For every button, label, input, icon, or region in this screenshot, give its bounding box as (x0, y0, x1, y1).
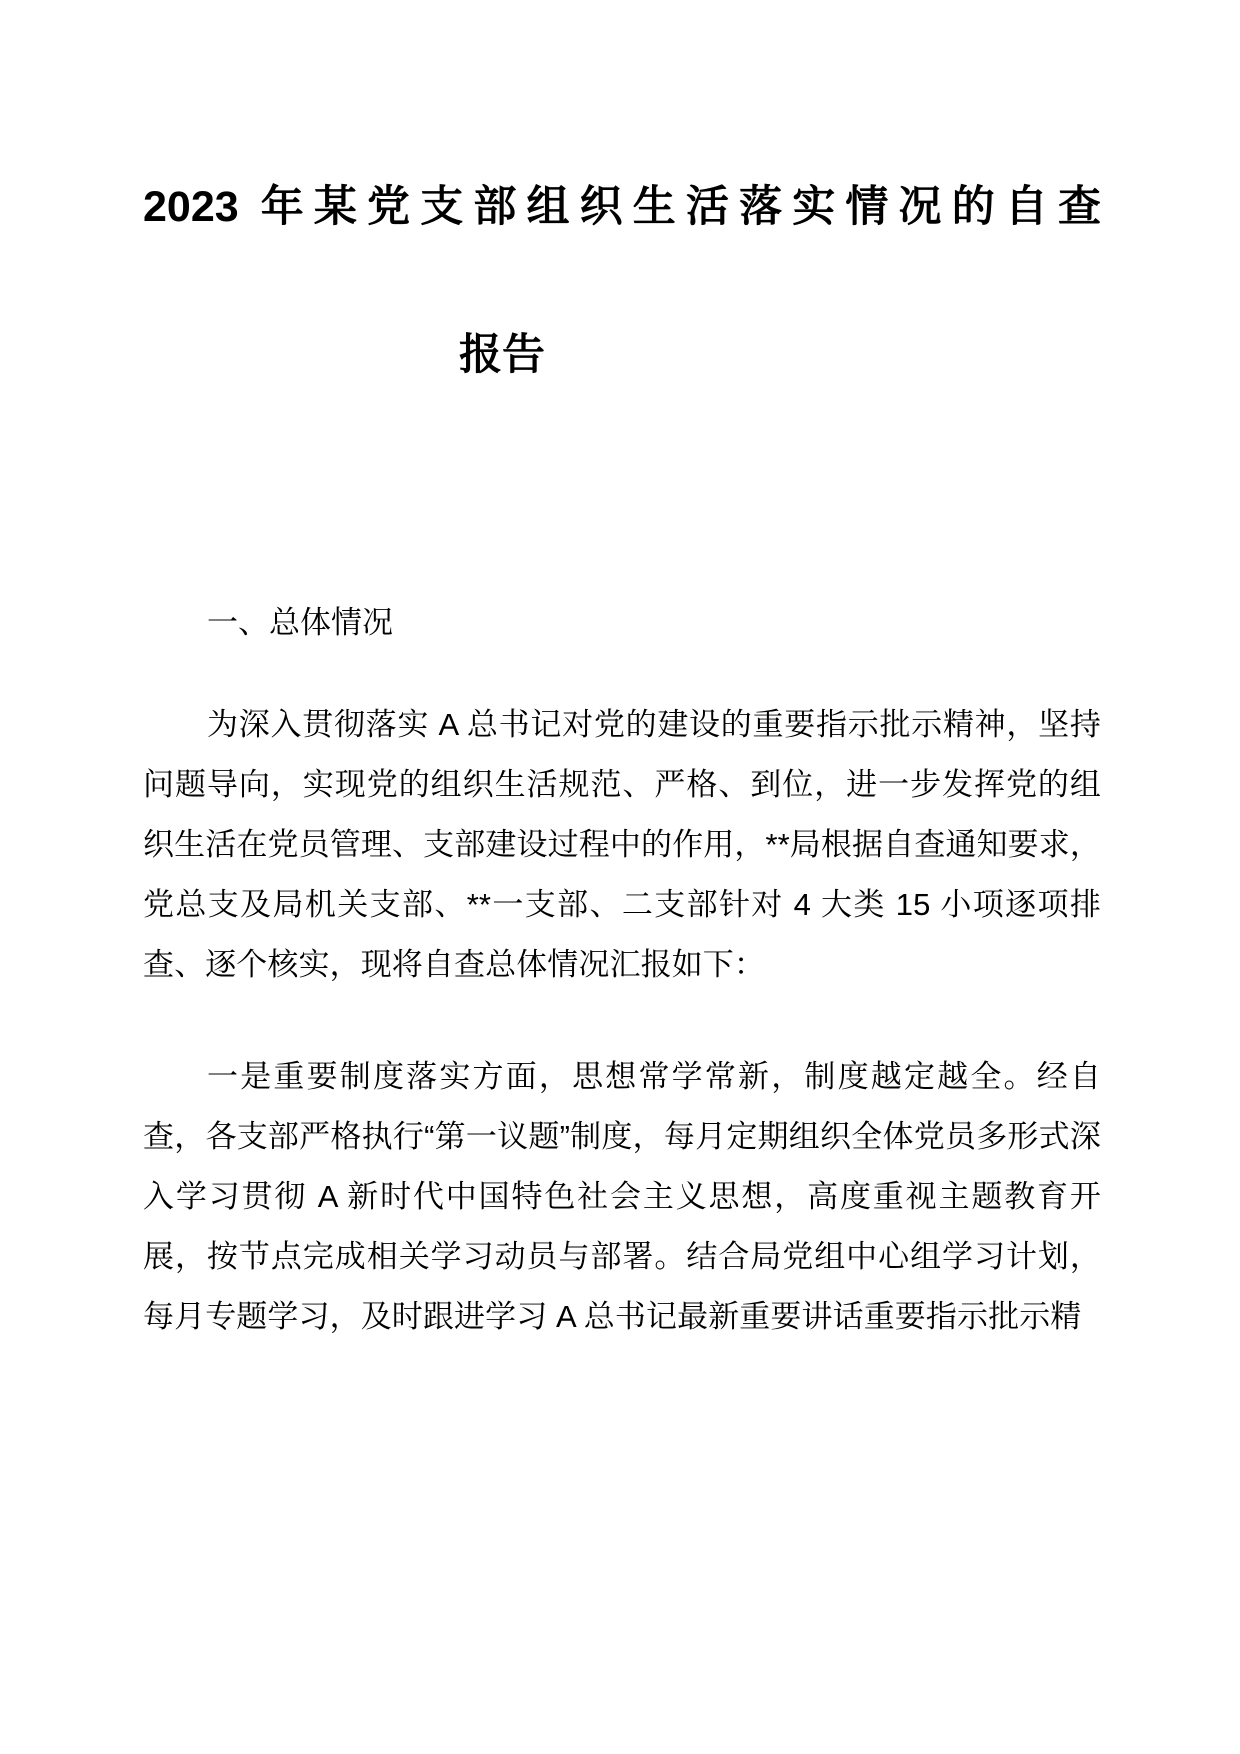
page-title-line-2: 报告 (459, 331, 545, 379)
document-content-area (143, 0, 1101, 1347)
page-title-line-1: 2023 年某党支部组织生活落实情况的自查 (143, 183, 1101, 231)
page-title (143, 0, 1101, 429)
section-heading-overall-situation: 一、总体情况 (207, 605, 393, 640)
body-paragraph-2: 一是重要制度落实方面，思想常学常新，制度越定越全。经自查，各支部严格执行“第一议题”制度，每月定期组织全体党员多形式深入学习贯彻 A 新时代中国特色社会主义思想，高度重视主题教育开展，按节点完成相关学习动员与部署。结合局党组中心组学习计划，每月专题学习，及时跟进学习 A 总书记最新重要讲话重要指示批示精 (143, 1059, 1101, 1334)
body-paragraph-1: 为深入贯彻落实 A 总书记对党的建设的重要指示批示精神，坚持问题导向，实现党的组织生活规范、严格、到位，进一步发挥党的组织生活在党员管理、支部建设过程中的作用，**局根据自查通知要求，党总支及局机关支部、**一支部、二支部针对 4 大类 15 小项逐项排查、逐个核实，现将自查总体情况汇报如下： (143, 707, 1101, 982)
